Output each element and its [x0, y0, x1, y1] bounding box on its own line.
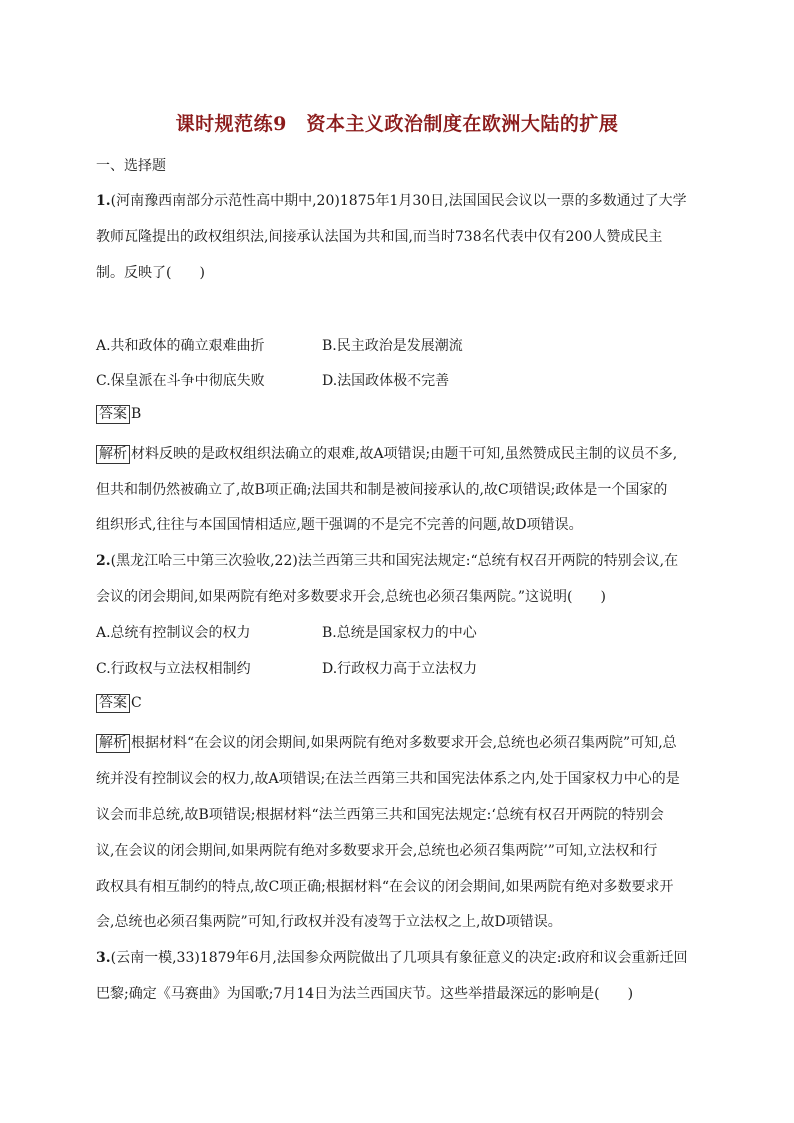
q3-line-2: 巴黎;确定《马赛曲》为国歌;7月14日为法兰西国庆节。这些举措最深远的影响是( ): [96, 986, 634, 1002]
q2-analysis-5: 政权具有相互制约的特点,故C项正确;根据材料“在会议的闭会期间,如果两院有绝对多数要求开: [96, 879, 674, 895]
q1-number: 1.: [96, 193, 111, 209]
section-heading: 一、选择题: [96, 158, 166, 174]
q1-answer: [96, 405, 141, 424]
analysis-label: 解析: [96, 734, 130, 753]
q2-option-c: C.行政权与立法权相制约: [96, 661, 251, 677]
q2-analysis-1: 解析 根据材料“在会议的闭会期间,如果两院有绝对多数要求开会,总统也必须召集两院”可知,总: [96, 732, 677, 753]
q2-analysis-3: 议会而非总统,故B项错误;根据材料“法兰西第三共和国宪法规定:‘总统有权召开两院的特别会: [96, 807, 664, 823]
q2-option-a: A.总统有控制议会的权力: [96, 625, 251, 641]
q1-option-b: B.民主政治是发展潮流: [322, 338, 463, 354]
q2-option-d: D.行政权力高于立法权力: [322, 661, 478, 677]
q3-line-1: 3.(云南一模,33)1879年6月,法国参众两院做出了几项具有象征意义的决定:政府和议会重新迁回: [96, 950, 688, 966]
answer-value: B: [131, 406, 142, 422]
q1-line-1: 1.(河南豫西南部分示范性高中期中,20)1875年1月30日,法国国民会议以一票的多数通过了大学: [96, 193, 687, 209]
answer-label: 答案: [96, 694, 130, 713]
q1-option-c: C.保皇派在斗争中彻底失败: [96, 373, 265, 389]
q2-analysis-2: 统并没有控制议会的权力,故A项错误;在法兰西第三共和国宪法体系之内,处于国家权力中心的是: [96, 771, 680, 787]
q1-option-d: D.法国政体极不完善: [322, 373, 450, 389]
q1-analysis-1: 解析 材料反映的是政权组织法确立的艰难,故A项错误;由题干可知,虽然赞成民主制的议员不多,: [96, 443, 677, 464]
q2-number: 2.: [96, 553, 111, 569]
q1-analysis-2: 但共和制仍然被确立了,故B项正确;法国共和制是被间接承认的,故C项错误;政体是一个国家的: [96, 482, 668, 498]
q2-analysis-4: 议,在会议的闭会期间,如果两院有绝对多数要求开会,总统也必须召集两院’”可知,立法权和行: [96, 843, 658, 859]
q2-answer: [96, 694, 142, 713]
q2-line-1: 2.(黑龙江哈三中第三次验收,22)法兰西第三共和国宪法规定:“总统有权召开两院的特别会议,在: [96, 553, 679, 569]
q3-number: 3.: [96, 950, 111, 966]
q2-line-2: 会议的闭会期间,如果两院有绝对多数要求开会,总统也必须召集两院。”这说明( ): [96, 589, 606, 605]
q1-line-2: 教师瓦隆提出的政权组织法,间接承认法国为共和国,而当时738名代表中仅有200人赞成民主: [96, 229, 663, 245]
answer-value: C: [131, 695, 142, 711]
q2-option-b: B.总统是国家权力的中心: [322, 625, 477, 641]
analysis-label: 解析: [96, 445, 130, 464]
q1-line-3: 制。反映了( ): [96, 265, 205, 281]
q1-analysis-3: 组织形式,往往与本国国情相适应,题干强调的不是完不完善的问题,故D项错误。: [96, 517, 583, 533]
page-title: 课时规范练9 资本主义政治制度在欧洲大陆的扩展: [175, 113, 619, 135]
q1-option-a: A.共和政体的确立艰难曲折: [96, 338, 265, 354]
answer-label: 答案: [96, 405, 130, 424]
q2-analysis-6: 会,总统也必须召集两院”可知,行政权并没有凌驾于立法权之上,故D项错误。: [96, 914, 562, 930]
